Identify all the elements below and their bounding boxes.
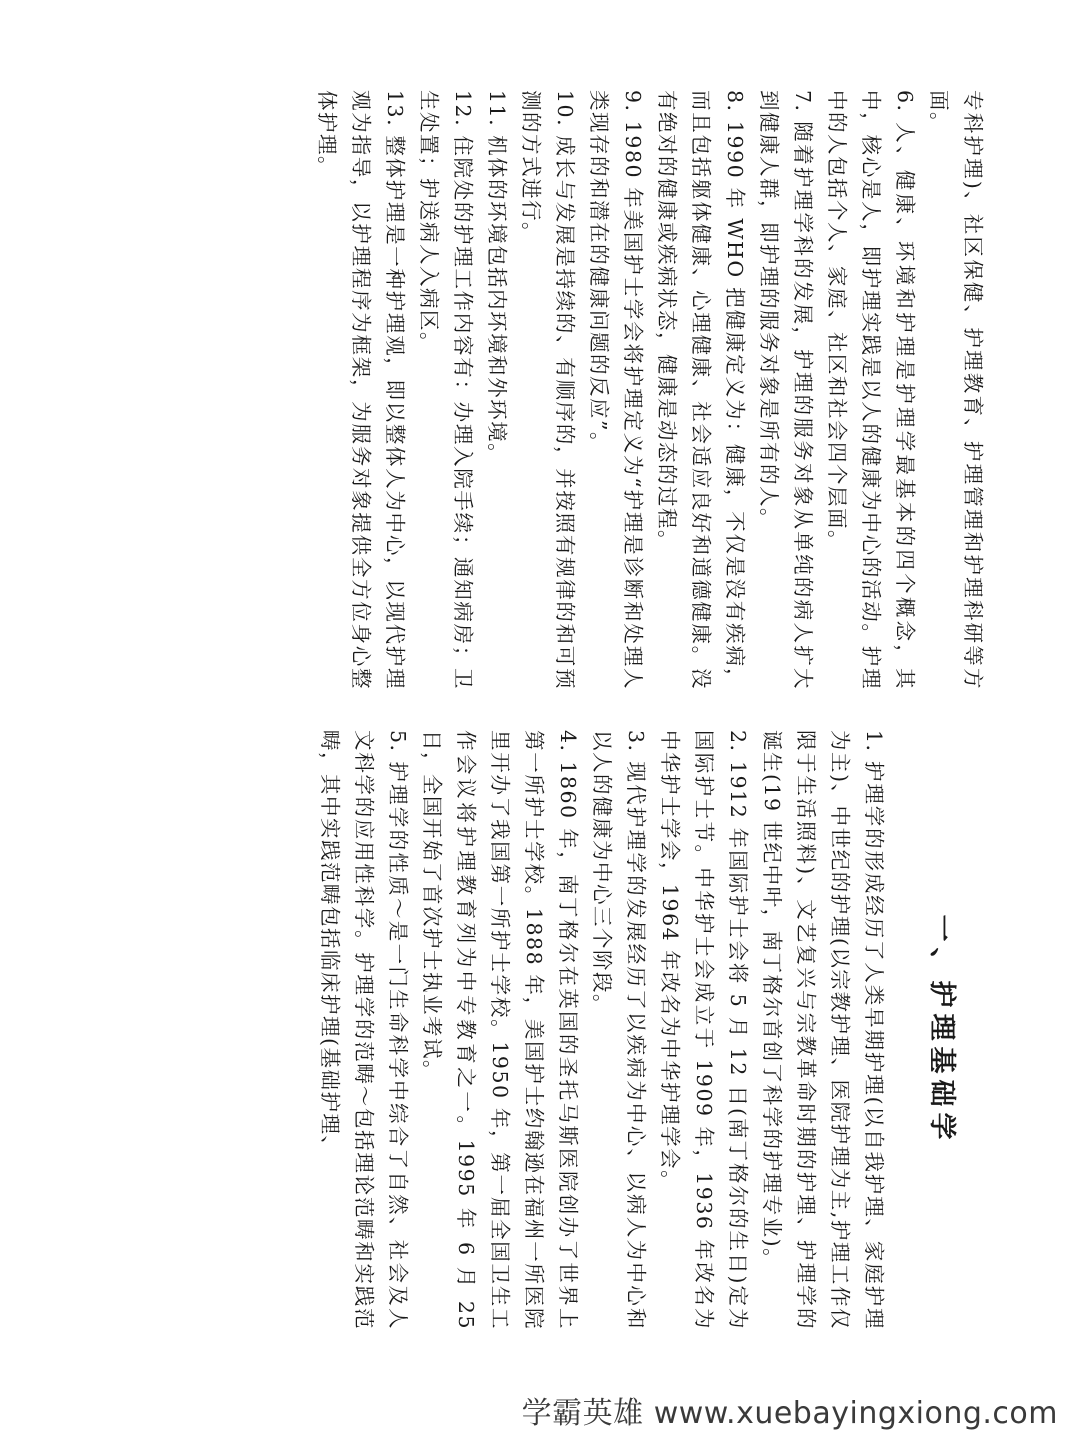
paragraph-5: 5. 护理学的性质～是一门生命科学中综合了自然、社会及人文科学的应用性科学。护理学的范畴～包括理论范畴和实践范畴，其中实践范畴包括临床护理(基础护理、 bbox=[318, 730, 410, 1330]
paragraph-9: 9. 1980 年美国护士学会将护理定义为“护理是诊断和处理人类现存的和潜在的健康问题的反应”。 bbox=[587, 90, 645, 690]
left-column bbox=[110, 730, 990, 1330]
paragraph-10: 10. 成长与发展是持续的、有顺序的，并按照有规律的和可预测的方式进行。 bbox=[519, 90, 577, 690]
paragraph-3: 3. 现代护理学的发展经历了以疾病为中心、以病人为中心和以人的健康为中心三个阶段。 bbox=[590, 730, 648, 1330]
section-title: 一、护理基础学 bbox=[926, 914, 957, 1146]
paragraph-4: 4. 1860 年，南丁格尔在英国的圣托马斯医院创办了世界上第一所护士学校。1888 年，美国护士约翰逊在福州一所医院里开办了我国第一所护士学校。1950 年，第一届全国卫生工作会议将护理教育列为中专教育之一。1995 年 6 月 25 日，全国开始了首次护士执业考试。 bbox=[420, 730, 580, 1330]
paragraph-12: 12. 住院处的护理工作内容有：办理入院手续；通知病房；卫生处置；护送病人入病区。 bbox=[417, 90, 475, 690]
rotated-page bbox=[110, 90, 990, 1350]
paragraph-11: 11. 机体的环境包括内环境和外环境。 bbox=[485, 90, 509, 466]
watermark: 学霸英雄 www.xuebayingxiong.com bbox=[521, 1396, 1058, 1431]
paragraph-8: 8. 1990 年 WHO 把健康定义为：健康，不仅是没有疾病，而且包括躯体健康、心理健康、社会适应良好和道德健康。没有绝对的健康或疾病状态，健康是动态的过程。 bbox=[655, 90, 747, 690]
right-column bbox=[110, 90, 990, 690]
paragraph-2: 2. 1912 年国际护士会将 5 月 12 日(南丁格尔的生日)定为国际护士节。中华护士会成立于 1909 年，1936 年改名为中华护士学会，1964 年改名为中华护理学会。 bbox=[658, 730, 750, 1330]
paragraph-1: 1. 护理学的形成经历了人类早期护理(以自我护理、家庭护理为主)、中世纪的护理(以宗教护理、医院护理为主,护理工作仅限于生活照料)、文艺复兴与宗教革命时期的护理、护理学的诞生(19 世纪中叶，南丁格尔首创了科学的护理专业)。 bbox=[760, 730, 886, 1330]
paragraph-6: 6. 人、健康、环境和护理是护理学最基本的四个概念，其中，核心是人，即护理实践是以人的健康为中心的活动。护理中的人包括个人、家庭、社区和社会四个层面。 bbox=[825, 90, 917, 690]
paragraph-5-continued: 专科护理)、社区保健、护理教育、护理管理和护理科研等方面。 bbox=[927, 90, 985, 690]
paragraph-7: 7. 随着护理学科的发展，护理的服务对象从单纯的病人扩大到健康人群，即护理的服务对象是所有的人。 bbox=[757, 90, 815, 690]
paragraph-13: 13. 整体护理是一种护理观，即以整体人为中心，以现代护理观为指导，以护理程序为框架，为服务对象提供全方位身心整体护理。 bbox=[315, 90, 407, 690]
